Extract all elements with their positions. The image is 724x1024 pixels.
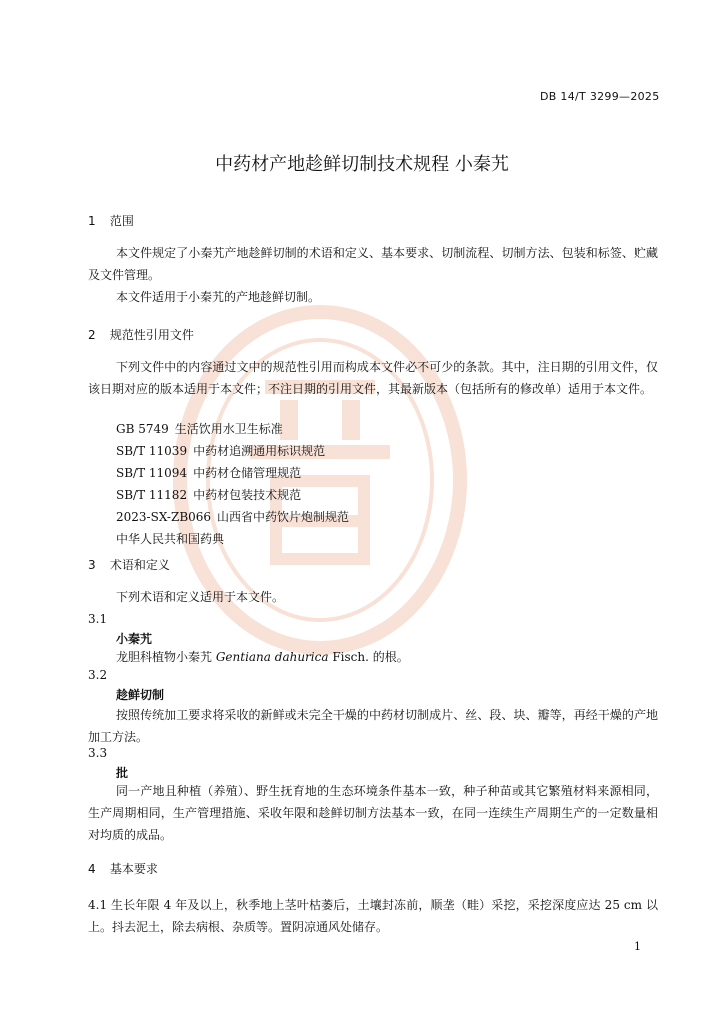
section-title: 范围 <box>109 214 134 228</box>
section-1-paragraph-1: 本文件规定了小秦艽产地趁鲜切制的术语和定义、基本要求、切制流程、切制方法、包装和标签、贮藏及文件管理。 <box>88 246 658 282</box>
reference-code: 中华人民共和国药典 <box>116 532 225 546</box>
document-title: 中药材产地趁鲜切制技术规程 小秦艽 <box>215 154 509 175</box>
reference-code: SB/T 11182 <box>116 488 188 502</box>
term-number: 3.1 <box>88 612 108 626</box>
section-3-heading <box>88 556 170 573</box>
section-title: 术语和定义 <box>109 558 170 572</box>
section-2-heading <box>88 326 194 343</box>
section-number: 2 <box>88 328 96 342</box>
section-number: 4 <box>88 862 96 876</box>
section-number: 3 <box>88 558 96 572</box>
term-name: 小秦艽 <box>116 632 153 646</box>
term-name: 批 <box>116 766 129 780</box>
reference-item <box>116 442 325 459</box>
latin-name: Gentiana dahurica <box>215 650 329 664</box>
term-number: 3.3 <box>88 746 108 760</box>
reference-name: 山西省中药饮片炮制规范 <box>217 510 350 524</box>
reference-name: 中药材追溯通用标识规范 <box>193 444 326 458</box>
reference-name: 生活饮用水卫生标准 <box>174 422 283 436</box>
document-number: DB 14/T 3299—2025 <box>540 90 660 103</box>
section-1-paragraph-2: 本文件适用于小秦艽的产地趁鲜切制。 <box>116 290 321 304</box>
section-title: 规范性引用文件 <box>109 328 194 342</box>
section-number: 1 <box>88 214 96 228</box>
reference-item <box>116 420 283 437</box>
reference-item <box>116 486 301 503</box>
section-3-paragraph-1: 下列术语和定义适用于本文件。 <box>116 590 285 604</box>
page-number: 1 <box>634 940 641 953</box>
reference-code: SB/T 11039 <box>116 444 188 458</box>
section-4-paragraph-1: 4.1 生长年限 4 年及以上，秋季地上茎叶枯萎后，土壤封冻前，顺垄（畦）采挖，采挖深度应达 25 cm 以上。抖去泥土，除去病根、杂质等。置阴凉通风处储存。 <box>88 898 658 934</box>
reference-item <box>116 508 349 525</box>
reference-code: 2023-SX-ZB066 <box>116 510 212 524</box>
section-2-paragraph-1: 下列文件中的内容通过文中的规范性引用而构成本文件必不可少的条款。其中，注日期的引用文件，仅该日期对应的版本适用于本文件；不注日期的引用文件，其最新版本（包括所有的修改单）适用于本文件。 <box>88 360 658 396</box>
section-title: 基本要求 <box>109 862 158 876</box>
reference-name: 中药材包装技术规范 <box>193 488 302 502</box>
term-definition: 同一产地且种植（养殖）、野生抚育地的生态环境条件基本一致，种子种苗或其它繁殖材料来源相同，生产周期相同，生产管理措施、采收年限和趁鲜切制方法基本一致，在同一连续生产周期生产的一定数量相对均质的成品。 <box>88 784 658 842</box>
term-number: 3.2 <box>88 668 108 682</box>
section-1-heading <box>88 212 134 229</box>
reference-name: 中药材仓储管理规范 <box>193 466 302 480</box>
term-name: 趁鲜切制 <box>116 688 165 702</box>
term-definition: 按照传统加工要求将采收的新鲜或未完全干燥的中药材切制成片、丝、段、块、瓣等，再经干燥的产地加工方法。 <box>88 708 658 744</box>
reference-code: SB/T 11094 <box>116 466 188 480</box>
section-4-heading <box>88 860 158 877</box>
reference-code: GB 5749 <box>116 422 169 436</box>
reference-item <box>116 464 301 481</box>
term-definition: 龙胆科植物小秦艽 Gentiana dahurica Fisch. 的根。 <box>116 650 409 664</box>
reference-item <box>116 530 230 547</box>
